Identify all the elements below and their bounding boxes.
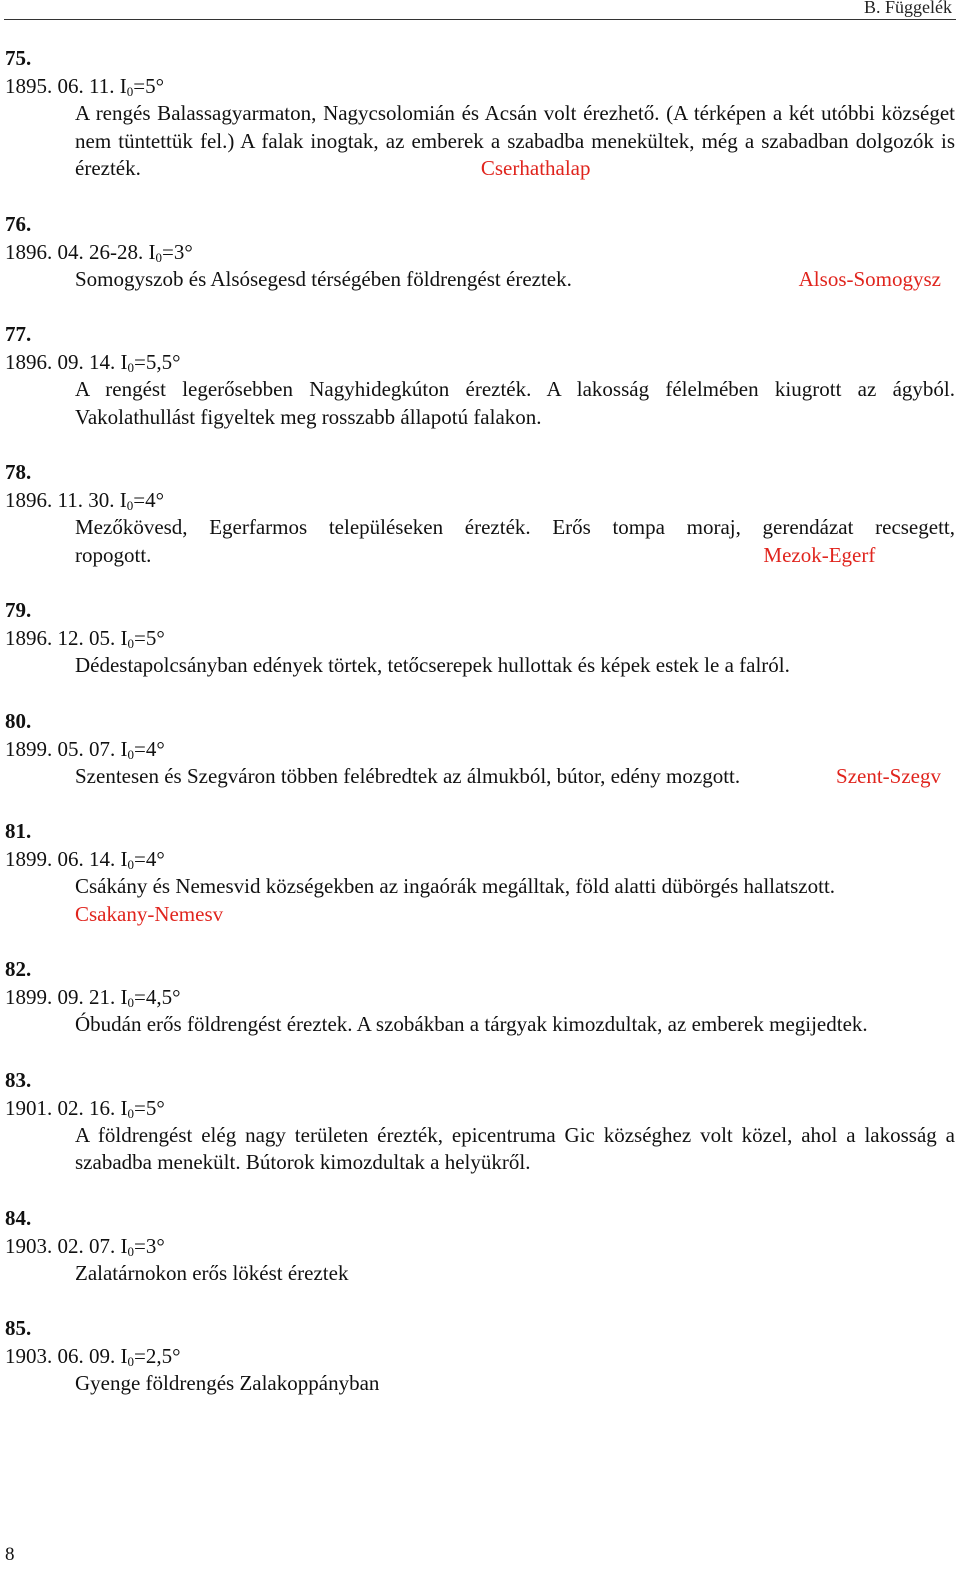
entry-date-line — [5, 735, 955, 763]
entry-description — [75, 1370, 955, 1398]
entry-number: 80. — [5, 708, 32, 733]
entry-number: 76. — [5, 211, 32, 236]
entry-number: 78. — [5, 460, 32, 484]
location-tag: Mezok-Egerf — [763, 542, 876, 567]
entry-number: 81. — [5, 819, 32, 843]
intensity-label: $I_0=5^\circ$ — [120, 626, 165, 651]
entry-date-line — [5, 238, 955, 266]
earthquake-entry-list — [5, 44, 955, 1425]
entry-date-line — [5, 845, 955, 873]
earthquake-entry — [5, 1204, 955, 1288]
entry-date-line — [5, 72, 955, 100]
earthquake-entry — [5, 1066, 955, 1177]
intensity-label: $I_0=2,5^\circ$ — [120, 1344, 181, 1369]
entry-text: Somogyszob és Alsósegesd térségében földrengést éreztek. — [75, 266, 572, 291]
intensity-value: =5° — [133, 74, 164, 98]
entry-number: 75. — [5, 46, 32, 70]
earthquake-entry — [5, 210, 955, 294]
entry-text: A rengést legerősebben Nagyhidegkúton érezték. A lakosság félelmében kiugrott az ágyból. Vakolathullást figyeltek meg rosszabb állapotú falakon. — [75, 377, 955, 429]
entry-number: 77. — [5, 322, 32, 346]
intensity-label: $I_0=5,5^\circ$ — [120, 350, 181, 375]
entry-date-line — [5, 1094, 955, 1122]
entry-description — [75, 376, 955, 431]
entry-number: 82. — [5, 957, 32, 981]
earthquake-entry — [5, 44, 955, 183]
intensity-value: =4° — [133, 488, 164, 512]
intensity-value: =5,5° — [134, 350, 181, 374]
entry-description — [75, 266, 955, 294]
entry-text: Mezőkövesd, Egerfarmos településeken érezték. Erős tompa moraj, gerendázat recsegett, ropogott. — [75, 515, 955, 567]
entry-description — [75, 763, 955, 791]
intensity-value: =4° — [134, 847, 165, 871]
earthquake-entry — [5, 458, 955, 569]
location-tag: Szent-Szegv — [836, 763, 941, 788]
entry-date: 1896. 09. 14. — [5, 350, 116, 374]
entry-date-line — [5, 983, 955, 1011]
entry-date: 1901. 02. 16. — [5, 1095, 116, 1120]
intensity-label: $I_0=5^\circ$ — [119, 74, 164, 99]
entry-date-line — [5, 348, 955, 376]
location-tag: Alsos-Somogysz — [798, 266, 941, 291]
entry-description — [75, 1011, 955, 1039]
entry-text: Szentesen és Szegváron többen felébredtek az álmukból, bútor, edény mozgott. — [75, 763, 741, 788]
intensity-label: $I_0=5^\circ$ — [120, 1095, 165, 1121]
entry-description — [75, 100, 955, 183]
intensity-value: =3° — [162, 239, 193, 264]
entry-number: 83. — [5, 1067, 32, 1092]
intensity-value: =4° — [134, 736, 165, 761]
entry-number: 84. — [5, 1205, 32, 1230]
entry-description — [75, 514, 955, 569]
entry-description — [75, 652, 955, 680]
earthquake-entry — [5, 320, 955, 431]
entry-text: Óbudán erős földrengést éreztek. A szobákban a tárgyak kimozdultak, az emberek megijedtek. — [75, 1012, 868, 1036]
entry-number: 79. — [5, 598, 32, 622]
page-number: 8 — [5, 1544, 15, 1565]
intensity-value: =2,5° — [134, 1344, 181, 1368]
appendix-header: B. Függelék — [864, 0, 952, 17]
location-tag: Csakany-Nemesv — [75, 901, 224, 926]
entry-date: 1895. 06. 11. — [5, 74, 115, 98]
entry-date-line — [5, 624, 955, 652]
entry-text: Gyenge földrengés Zalakoppányban — [75, 1371, 380, 1395]
entry-date-line — [5, 1342, 955, 1370]
entry-number: 85. — [5, 1316, 32, 1340]
intensity-value: =5° — [134, 1095, 165, 1120]
intensity-label: $I_0=4^\circ$ — [120, 736, 165, 762]
intensity-value: =4,5° — [134, 985, 181, 1009]
intensity-label: $I_0=3^\circ$ — [148, 239, 193, 265]
entry-description — [75, 873, 955, 928]
intensity-label: $I_0=4^\circ$ — [119, 488, 164, 513]
entry-description — [75, 1122, 955, 1177]
entry-date: 1896. 11. 30. — [5, 488, 115, 512]
entry-date: 1896. 12. 05. — [5, 626, 116, 650]
entry-text: A földrengést elég nagy területen érezték, epicentruma Gic községhez volt közel, ahol a lakosság a szabadba menekült. Bútorok kimozdultak a helyükről. — [75, 1122, 955, 1174]
entry-date-line — [5, 486, 955, 514]
location-tag: Cserhathalap — [480, 156, 591, 180]
earthquake-entry — [5, 817, 955, 928]
intensity-value: =5° — [134, 626, 165, 650]
intensity-label: $I_0=4^\circ$ — [120, 847, 165, 872]
entry-date: 1899. 06. 14. — [5, 847, 116, 871]
earthquake-entry — [5, 707, 955, 791]
entry-text: Zalatárnokon erős lökést éreztek — [75, 1260, 349, 1285]
earthquake-entry — [5, 596, 955, 680]
intensity-label: $I_0=3^\circ$ — [120, 1233, 165, 1259]
entry-date: 1903. 06. 09. — [5, 1344, 116, 1368]
earthquake-entry — [5, 1314, 955, 1398]
entry-date-line — [5, 1232, 955, 1260]
header-divider — [4, 19, 956, 20]
entry-date: 1899. 09. 21. — [5, 985, 116, 1009]
entry-date: 1899. 05. 07. — [5, 736, 116, 761]
entry-description — [75, 1260, 955, 1288]
entry-date: 1896. 04. 26-28. — [5, 239, 144, 264]
intensity-label: $I_0=4,5^\circ$ — [120, 985, 181, 1010]
entry-date: 1903. 02. 07. — [5, 1233, 116, 1258]
earthquake-entry — [5, 955, 955, 1039]
entry-text: Csákány és Nemesvid községekben az ingaórák megálltak, föld alatti dübörgés hallatszott. — [75, 874, 836, 898]
entry-text: A rengés Balassagyarmaton, Nagycsolomián és Acsán volt érezhető. (A térképen a két utóbbi községet nem tüntettük fel.) A falak inogtak, az emberek a szabadba menekültek, még a szabadban dolgozók is érezték. — [75, 101, 955, 180]
entry-text: Dédestapolcsányban edények törtek, tetőcserepek hullottak és képek estek le a falról. — [75, 653, 790, 677]
intensity-value: =3° — [134, 1233, 165, 1258]
